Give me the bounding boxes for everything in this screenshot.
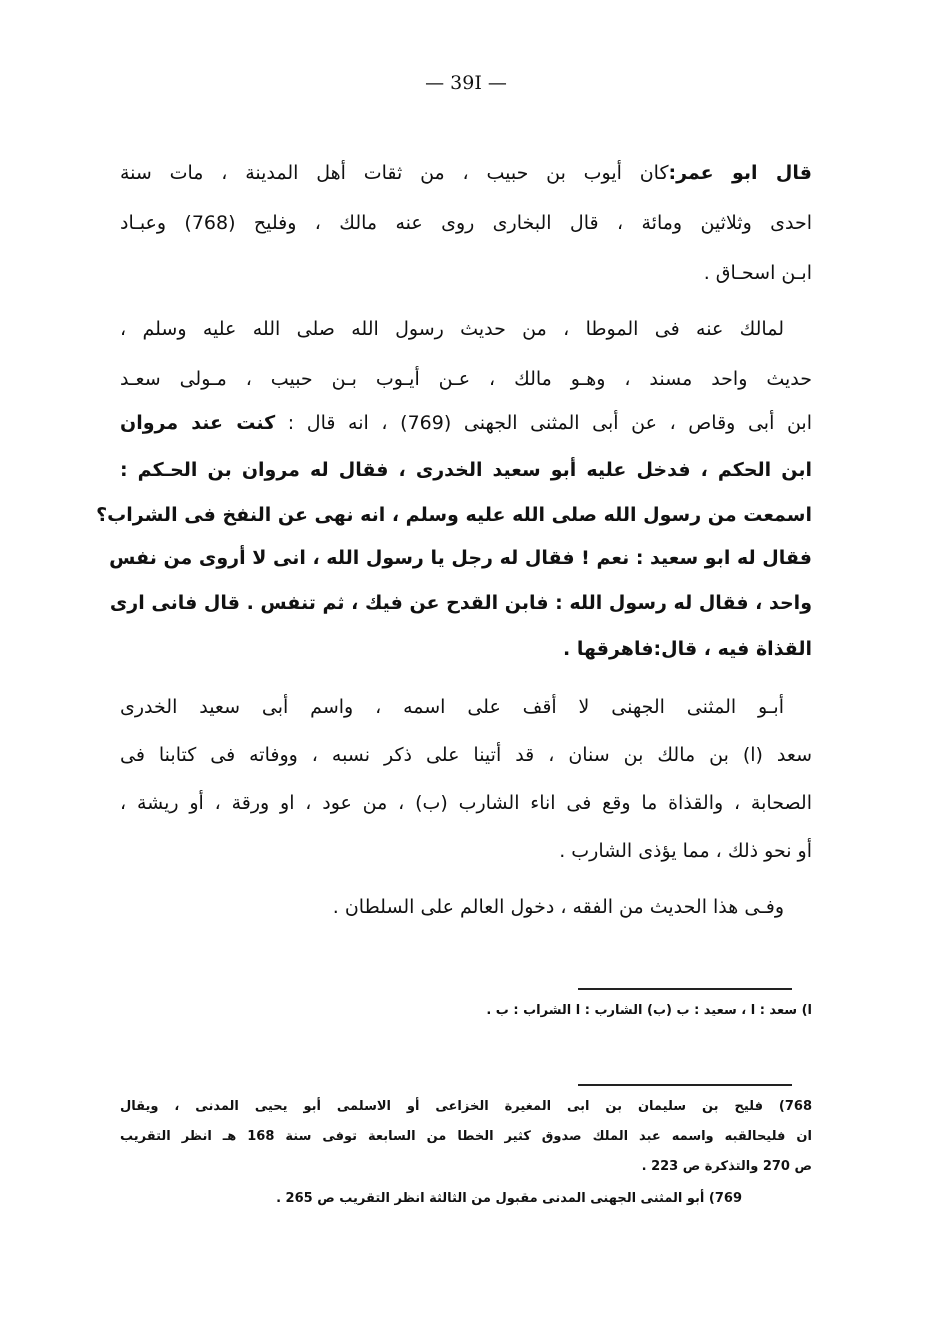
paragraph-3-line-1: أبـو المثنى الجهنى لا أقف على اسمه ، واسم أبى سعيد الخدرى [120, 696, 784, 718]
paragraph-2-line-1: لمالك عنه فى الموطا ، من حديث رسول الله صلى الله عليه وسلم ، [120, 318, 784, 340]
page-number: — 39I — [425, 72, 507, 94]
footnote-768-line-1: 768) فليح بن سليمان بن ابى المغيرة الخزاعى أو الاسلمى أبو يحيى المدنى ، ويقال [120, 1099, 812, 1114]
paragraph-3-line-2: سعد (ا) بن مالك بن سنان ، قد أتينا على ذكر نسبه ، ووفاته فى كتابنا فى [120, 744, 812, 766]
paragraph-1-line-3: ابـن اسحـاق . [703, 262, 812, 284]
paragraph-3-line-4: أو نحو ذلك ، مما يؤذى الشارب . [559, 840, 812, 862]
paragraph-1-line-1 [120, 158, 812, 188]
footnotes-rule [578, 1084, 792, 1086]
hadith-start: كنت عند مروان [120, 412, 276, 434]
paragraph-2-line-6: فقال له ابو سعيد : نعم ! فقال له رجل يا رسول الله ، انى لا أروى من نفس [109, 547, 812, 569]
paragraph-4-line-1: وفـى هذا الحديث من الفقه ، دخول العالم على السلطان . [332, 896, 784, 918]
paragraph-3-line-3: الصحابة ، والقذاة ما وقع فى اناء الشارب (ب) ، من عود ، او ورقة ، أو ريشة ، [120, 792, 812, 814]
paragraph-2-line-3-text: ابن أبى وقاص ، عن أبى المثنى الجهنى (769) ، انه قال : [275, 412, 812, 434]
paragraph-1-line-2: احدى وثلاثين ومائة ، قال البخارى روى عنه مالك ، وفليح (768) وعبـاد [120, 212, 812, 234]
paragraph-2-line-2: حديث واحد مسند ، وهـو مالك ، عـن أيـوب بـن حبيب ، مـولى سعـد [120, 368, 812, 390]
paragraph-2-line-7: واحد ، فقال له رسول الله : فابن القدح عن فيك ، ثم تنفس . قال فانى ارى [109, 592, 812, 614]
footnote-768-line-2: ان فليحالقبه واسمه عبد الملك صدوق كثير الخطا من السابعة توفى سنة 168 هـ انظر التقريب [120, 1129, 812, 1144]
paragraph-2-line-8: القذاة فيه ، قال:فاهرقها . [563, 638, 812, 660]
speaker-lead: قال ابو عمر: [668, 162, 812, 184]
paragraph-1-line-1-text: كان أيوب بن حبيب ، من ثقات أهل المدينة ، مات سنة [120, 162, 669, 184]
paragraph-2-line-3 [120, 408, 812, 438]
variant-note-rule [578, 988, 792, 990]
footnote-769-line-1: 769) أبو المثنى الجهنى المدنى مقبول من الثالثة انظر التقريب ص 265 . [276, 1191, 742, 1206]
variant-note: ا) سعد : ا ، سعيد : ب (ب) الشارب : ا الشراب : ب . [486, 1003, 812, 1018]
paragraph-2-line-5: اسمعت من رسول الله صلى الله عليه وسلم ، انه نهى عن النفخ فى الشراب؟ [96, 504, 812, 526]
footnote-768-line-3: ص 270 والتذكرة ص 223 . [641, 1159, 812, 1174]
paragraph-2-line-4: ابن الحكم ، فدخل عليه أبو سعيد الخدرى ، فقال له مروان بن الحـكم : [120, 459, 812, 481]
